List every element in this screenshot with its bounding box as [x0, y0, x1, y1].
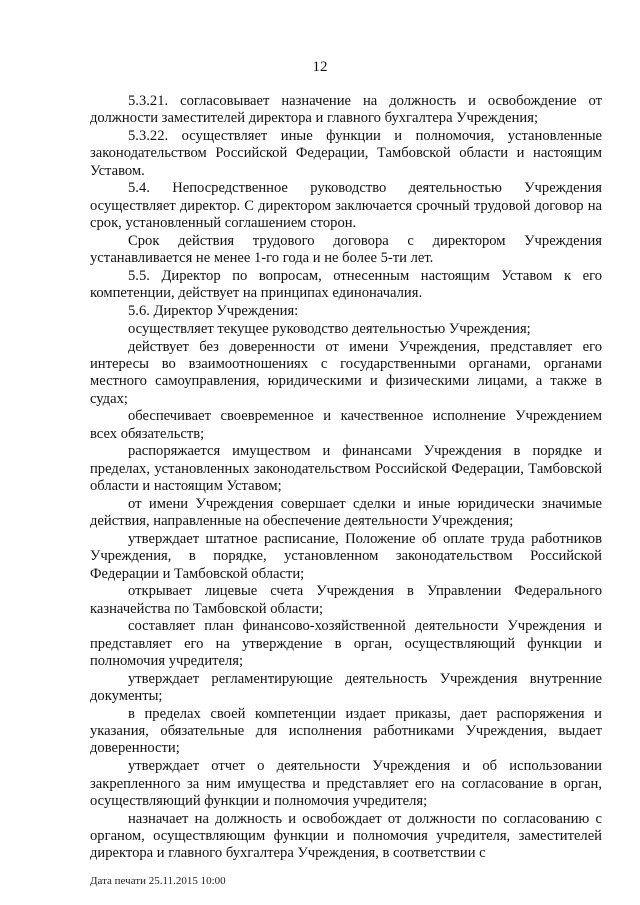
- page-number: 12: [312, 59, 328, 75]
- list-item-orders: в пределах своей компетенции издает приказы, дает распоряжения и указания, обязательные для исполнения работниками Учреждения, выдает доверенности;: [90, 705, 602, 757]
- paragraph-5-4: 5.4. Непосредственное руководство деятельностью Учреждения осуществляет директор. С директором заключается срочный трудовой договор на срок, установленный соглашением сторон.: [90, 180, 602, 232]
- list-item-accounts: открывает лицевые счета Учреждения в Управлении Федерального казначейства по Тамбовской области;: [90, 583, 602, 617]
- paragraph-5-5: 5.5. Директор по вопросам, отнесенным настоящим Уставом к его компетенции, действует на принципах единоначалия.: [90, 267, 602, 302]
- paragraph-5-6: 5.6. Директор Учреждения:: [128, 303, 299, 320]
- print-date-footer: Дата печати 25.11.2015 10:00: [90, 875, 226, 887]
- list-item-obligations: обеспечивает своевременное и качественное исполнение Учреждением всех обязательств;: [90, 408, 602, 442]
- list-item-current-management: осуществляет текущее руководство деятельностью Учреждения;: [128, 320, 531, 337]
- paragraph-5-3-22: 5.3.22. осуществляет иные функции и полномочия, установленные законодательством Российской Федерации, Тамбовской области и настоящим Уставом.: [90, 128, 602, 179]
- list-item-property-finance: распоряжается имуществом и финансами Учреждения в порядке и пределах, установленных законодательством Российской Федерации, Тамбовской области и настоящим Уставом;: [90, 443, 602, 495]
- list-item-financial-plan: составляет план финансово-хозяйственной деятельности Учреждения и представляет его на утверждение в орган, осуществляющий функции и полномочия учредителя;: [90, 618, 602, 669]
- list-item-report: утверждает отчет о деятельности Учреждения и об использовании закрепленного за ним имущества и представляет его на согласование в орган, осуществляющий функции и полномочия учредителя;: [90, 758, 602, 809]
- list-item-acts-without-proxy: действует без доверенности от имени Учреждения, представляет его интересы во взаимоотношениях с государственными органами, органами местного самоуправления, юридическими и физическими лицами, а также в судах;: [90, 338, 602, 407]
- list-item-internal-documents: утверждает регламентирующие деятельность Учреждения внутренние документы;: [90, 670, 602, 705]
- list-item-appointments: назначает на должность и освобождает от должности по согласованию с органом, осуществляющим функции и полномочия учредителя, заместителей директора и главного бухгалтера Учреждения, в соответствии с: [90, 810, 602, 862]
- paragraph-contract-term: Срок действия трудового договора с директором Учреждения устанавливается не менее 1-го года и не более 5-ти лет.: [90, 232, 602, 267]
- document-body: [90, 93, 602, 863]
- list-item-transactions: от имени Учреждения совершает сделки и иные юридически значимые действия, направленные на обеспечение деятельности Учреждения;: [90, 495, 602, 530]
- list-item-staffing: утверждает штатное расписание, Положение об оплате труда работников Учреждения, в порядке, установленном законодательством Российской Федерации и Тамбовской области;: [90, 530, 602, 582]
- paragraph-5-3-21: 5.3.21. согласовывает назначение на должность и освобождение от должности заместителей директора и главного бухгалтера Учреждения;: [90, 93, 602, 127]
